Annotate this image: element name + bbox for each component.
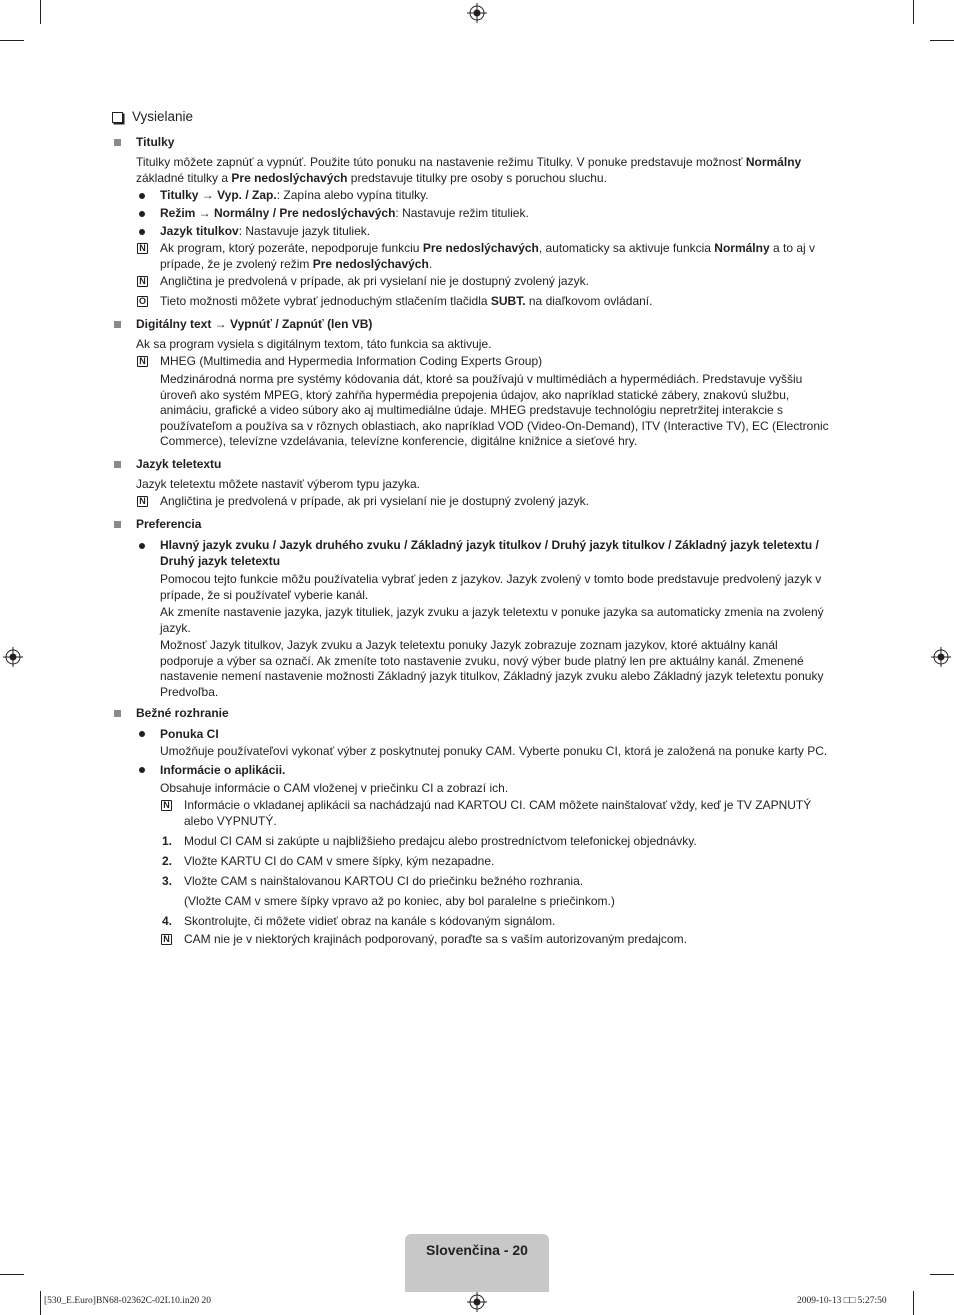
crop-mark: [913, 0, 914, 24]
note-icon: N: [137, 356, 148, 367]
teletext-language-note: Angličtina je predvolená v prípade, ak pri vysielaní nie je dostupný zvolený jazyk.: [160, 494, 589, 508]
remote-icon: O: [138, 296, 146, 306]
subtitles-note-3: Tieto možnosti môžete vybrať jednoduchým stlačením tlačidla SUBT. na diaľkovom ovládaní.: [160, 294, 653, 308]
step-number: 1.: [162, 834, 173, 848]
checkbox-square-icon: [112, 112, 123, 123]
app-info-note: Informácie o vkladanej aplikácii sa nachádzajú nad KARTOU CI. CAM môžete nainštalovať vždy, keď je TV ZAPNUTÝ alebo VYPNUTÝ.: [184, 798, 812, 828]
preference-heading: Preferencia: [136, 517, 202, 531]
crop-mark: [0, 40, 24, 41]
bullet-square-icon: [114, 521, 121, 528]
note-icon: N: [161, 934, 172, 945]
preference-paragraph-2: Ak zmeníte nastavenie jazyka, jazyk tituliek, jazyk zvuku a jazyk teletextu v ponuke jazyka sa automaticky zmenia na zvolený jazyk.: [160, 605, 824, 635]
bullet-dot-icon: [139, 767, 145, 773]
final-note: CAM nie je v niektorých krajinách podporovaný, poraďte sa s vaším autorizovaným predajcom.: [184, 932, 687, 946]
registration-mark-icon: [467, 3, 487, 23]
bullet-dot-icon: [139, 731, 145, 737]
step-text: Vložte KARTU CI do CAM v smere šípky, kým nezapadne.: [184, 854, 495, 868]
section-title: [112, 109, 193, 125]
bullet-square-icon: [114, 710, 121, 717]
registration-mark-icon: [467, 1292, 487, 1312]
note-icon: N: [137, 496, 148, 507]
step-text: Vložte CAM s nainštalovanou KARTOU CI do priečinku bežného rozhrania.: [184, 874, 584, 888]
registration-mark-icon: [931, 647, 951, 667]
print-info-left: [530_E.Euro]BN68-02362C-02L10.in20 20: [44, 1296, 212, 1306]
note-icon: N: [137, 276, 148, 287]
teletext-language-heading: Jazyk teletextu: [136, 457, 222, 471]
subtitles-bullet-2: Režim → Normálny / Pre nedoslýchavých: Nastavuje režim tituliek.: [160, 206, 529, 220]
crop-mark: [0, 1274, 24, 1275]
registration-mark-icon: [3, 647, 23, 667]
step-text: Modul CI CAM si zakúpte u najbližšieho predajcu alebo prostredníctvom telefonickej objednávky.: [184, 834, 697, 848]
subtitles-bullet-1: Titulky → Vyp. / Zap.: Zapína alebo vypína titulky.: [160, 188, 429, 202]
bullet-dot-icon: [139, 193, 145, 199]
crop-mark: [930, 40, 954, 41]
step-number: 4.: [162, 914, 173, 928]
digital-text-intro: Ak sa program vysiela s digitálnym textom, táto funkcia sa aktivuje.: [136, 337, 492, 351]
bullet-dot-icon: [139, 211, 145, 217]
digital-text-heading: Digitálny text → Vypnúť / Zapnúť (len VB): [136, 317, 373, 331]
subtitles-intro: Titulky môžete zapnúť a vypnúť. Použite túto ponuku na nastavenie režimu Titulky. V ponuke predstavuje možnosť Normálny základné titulky a Pre nedoslýchavých predstavuje titulky pre osoby s poruchou sluchu.: [136, 155, 802, 185]
preference-paragraph-1: Pomocou tejto funkcie môžu používatelia vybrať jeden z jazykov. Jazyk zvolený v tomto bode predstavuje predvolený jazyk v prípade, že si používateľ vyberie kanál.: [160, 572, 822, 602]
note-icon: N: [161, 800, 172, 811]
note-icon: N: [137, 243, 148, 254]
digital-text-note: MHEG (Multimedia and Hypermedia Information Coding Experts Group): [160, 354, 543, 368]
ci-menu-text: Umožňuje používateľovi vykonať výber z poskytnutej ponuky CAM. Vyberte ponuku CI, ktorá je založená na ponuke karty PC.: [160, 744, 828, 758]
preference-bullet: Hlavný jazyk zvuku / Jazyk druhého zvuku / Základný jazyk titulkov / Druhý jazyk titulkov / Základný jazyk teletextu / Druhý jazyk teletextu: [160, 538, 819, 568]
preference-paragraph-3: Možnosť Jazyk titulkov, Jazyk zvuku a Jazyk teletextu ponuky Jazyk zobrazuje zoznam jazykov, ktoré aktuálny kanál podporuje a výber sa označí. Ak zmeníte toto nastavenie zvuku, nový výber bude platný len pre aktuálny kanál. Zmenené nastavenie nemení nastavenie možnosti Základný jazyk titulkov, Základný jazyk zvuku alebo Základný jazyk teletextu ponuky Predvoľba.: [160, 638, 824, 699]
subtitles-heading: Titulky: [136, 135, 175, 149]
ci-menu-title: Ponuka CI: [160, 727, 219, 741]
step-number: 2.: [162, 854, 173, 868]
subtitles-note-2: Angličtina je predvolená v prípade, ak pri vysielaní nie je dostupný zvolený jazyk.: [160, 274, 589, 288]
bullet-dot-icon: [139, 543, 145, 549]
bullet-square-icon: [114, 321, 121, 328]
subtitles-note-1: Ak program, ktorý pozeráte, nepodporuje funkciu Pre nedoslýchavých, automaticky sa aktivuje funkcia Normálny a to aj v prípade, že je zvolený režim Pre nedoslýchavých.: [160, 241, 816, 271]
bullet-square-icon: [114, 139, 121, 146]
step-number: 3.: [162, 874, 173, 888]
crop-mark: [40, 0, 41, 24]
common-interface-heading: Bežné rozhranie: [136, 706, 229, 720]
crop-mark: [930, 1274, 954, 1275]
crop-mark: [40, 1291, 41, 1315]
bullet-square-icon: [114, 461, 121, 468]
print-info-right: 2009-10-13 □□ 5:27:50: [797, 1296, 887, 1306]
app-info-text: Obsahuje informácie o CAM vloženej v priečinku CI a zobrazí ich.: [160, 781, 509, 795]
crop-mark: [913, 1291, 914, 1315]
step-text: Skontrolujte, či môžete vidieť obraz na kanále s kódovaným signálom.: [184, 914, 556, 928]
digital-text-paragraph: Medzinárodná norma pre systémy kódovania dát, ktoré sa používajú v multimédiách a hypermédiách. Predstavuje vyššiu úroveň ako systém MPEG, ktorý zahŕňa hypermédia prepojenia údajov, ako napríklad statické zábery, znakovú službu, animáciu, grafické a video súbory ako aj multimediálne údaje. MHEG predstavuje technológiu nepretržitej interakcie s používateľom a používa sa v rôznych oblastiach, ako napríklad VOD (Video-On-Demand), ITV (Interactive TV), EC (Electronic Commerce), televízne vzdelávania, televízne konferencie, digitálne knižnice a sieťové hry.: [160, 372, 829, 448]
subtitles-bullet-3: Jazyk titulkov: Nastavuje jazyk tituliek.: [160, 224, 371, 238]
section-title-text: Vysielanie: [132, 109, 194, 124]
step-text: (Vložte CAM v smere šípky vpravo až po koniec, aby bol paralelne s priečinkom.): [184, 894, 615, 908]
bullet-dot-icon: [139, 229, 145, 235]
app-info-title: Informácie o aplikácii.: [160, 763, 286, 777]
page-label: Slovenčina - 20: [426, 1242, 528, 1258]
teletext-language-intro: Jazyk teletextu môžete nastaviť výberom typu jazyka.: [136, 477, 420, 491]
